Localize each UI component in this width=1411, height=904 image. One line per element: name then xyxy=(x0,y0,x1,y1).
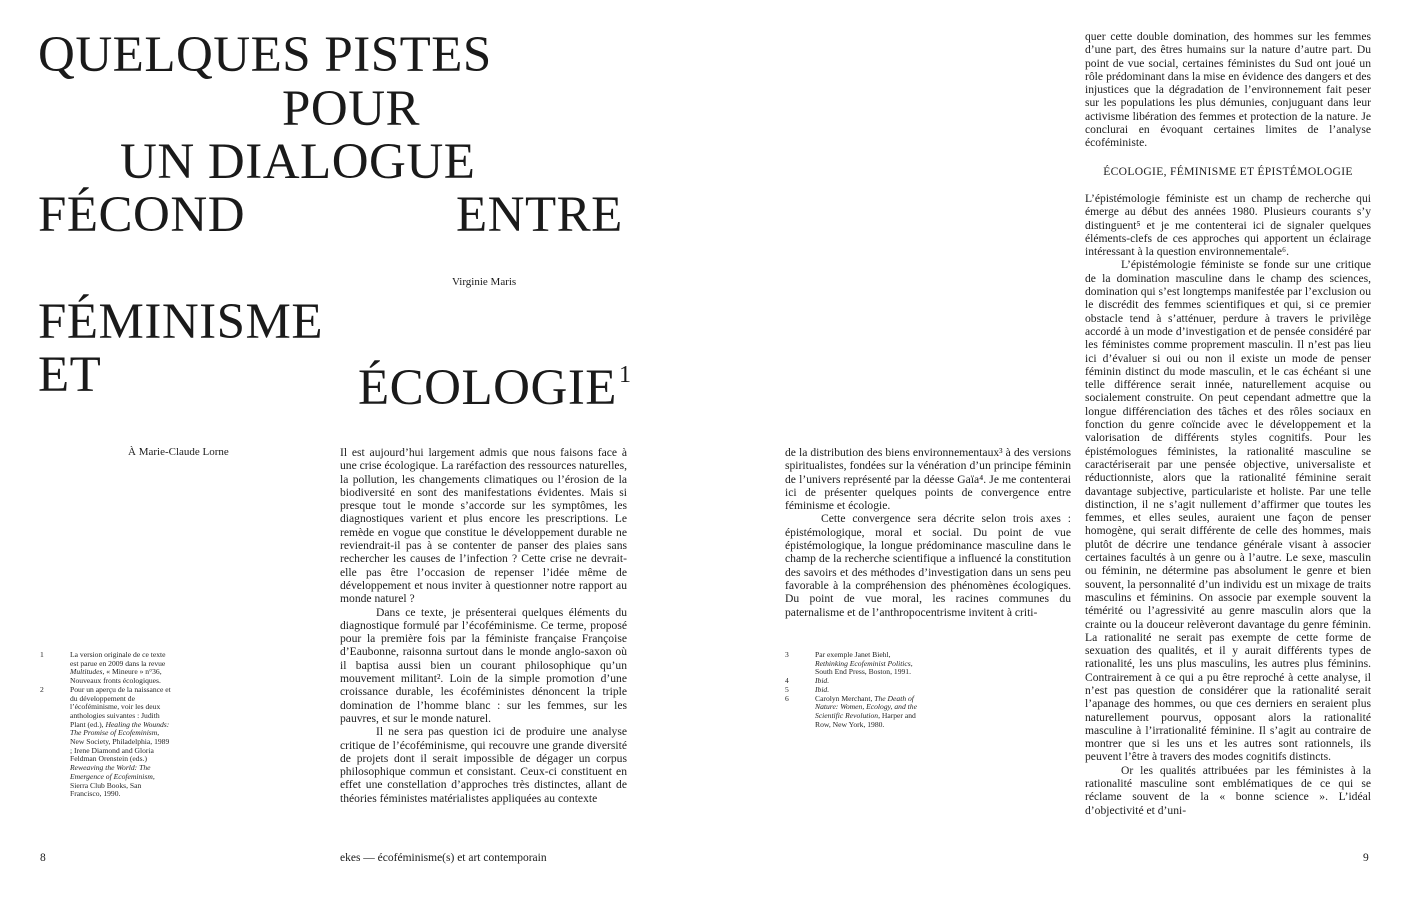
footnote-text: Carolyn Merchant, The Death of Nature: Women, Ecology, and the Scientific Revolution, Harper and Row, New York, 1980. xyxy=(815,693,917,729)
title-line-6b xyxy=(358,350,631,414)
title-line-3: UN DIALOGUE xyxy=(120,134,476,190)
title-word-ecologie: ÉCOLOGIE xyxy=(358,360,617,416)
footnote-text: Par exemple Janet Biehl, Rethinking Ecofeminist Politics, South End Press, Boston, 1991. xyxy=(815,650,913,677)
page-number-right: 9 xyxy=(1363,852,1369,864)
footnote-number: 2 xyxy=(40,684,44,694)
paragraph: Dans ce texte, je présenterai quelques éléments du diagnostique formulé par l’écoféminisme. Ce terme, proposé pour la première fois par la féministe française Françoise d’Eaubonne, raisonna surtout dans le monde anglo-saxon où il baptisa aussi bien un courant philosophique qu’un mouvement militant². Loin de la simple promotion d’une croissance durable, les écoféministes dénoncent la triple domination de l’homme blanc : sur les femmes, sur les pauvres, et sur le monde naturel. xyxy=(340,605,627,725)
title-line-4b: ENTRE xyxy=(456,187,623,243)
section-heading: ÉCOLOGIE, FÉMINISME ET ÉPISTÉMOLOGIE xyxy=(1103,165,1353,178)
footnote-number: 5 xyxy=(785,684,789,694)
footnote xyxy=(785,677,925,686)
footnotes-mid xyxy=(785,651,925,729)
footnote-number: 4 xyxy=(785,676,789,686)
title-line-6a: ET xyxy=(38,347,102,403)
body-column-2 xyxy=(785,446,1071,619)
paragraph: Or les qualités attribuées par les féministes à la rationalité masculine sont emblématiques de ce qui se réclame souvent de la « bonne science ». L’idéal d’objectivité et d’uni- xyxy=(1085,763,1371,817)
body-column-3 xyxy=(1085,192,1371,817)
title-line-1: QUELQUES PISTES xyxy=(38,27,492,83)
page-number-left: 8 xyxy=(40,852,46,864)
paragraph: quer cette double domination, des hommes sur les femmes d’une part, des êtres humains sur la nature d’autre part. Du point de vue social, certaines féministes du Sud ont joué un rôle prédominant dans la mise en évidence des dangers et des injustices que la dégradation de l’environnement fait peser sur les populations les plus démunies, conjuguant dans leur activisme libération des femmes et protection de la nature. Je conclurai en évoquant certaines limites de l’analyse écoféministe. xyxy=(1085,30,1371,150)
running-title: ekes — écoféminisme(s) et art contemporain xyxy=(340,852,547,864)
dedication: À Marie-Claude Lorne xyxy=(128,446,229,458)
footnote-number: 3 xyxy=(785,650,789,659)
footnote-number: 6 xyxy=(785,693,789,703)
author-name: Virginie Maris xyxy=(452,276,517,288)
body-column-3-top xyxy=(1085,30,1371,150)
paragraph: L’épistémologie féministe est un champ de recherche qui émerge au début des années 1980. Plusieurs courants s’y distinguent⁵ et je me contenterai ici de signaler quelques éléments-clefs de ces approches qui apportent un éclairage intéressant à la question environnementale⁶. xyxy=(1085,192,1371,259)
footnote-text: Ibid. xyxy=(815,676,830,686)
footnote xyxy=(785,651,925,677)
title-footnote-marker: 1 xyxy=(618,362,632,388)
footnote-text: Ibid. xyxy=(815,684,830,694)
paragraph: L’épistémologie féministe se fonde sur une critique de la domination masculine dans le champ des sciences, domination qui s’est longtemps manifestée par l’exclusion ou le discrédit des femmes scientifiques et qui, si ce premier obstacle tend à s’atténuer, perdure à travers le privilège accordé à un mode d’investigation et de pensée considéré par les féministes comme proprement masculin. Il n’est pas lieu ici d’évaluer si oui ou non il existe un mode de penser féminin distinct du mode masculin, et le cas échéant si une telle différence serait innée, naturellement acquise ou socialement construite. On peut cependant admettre que la longue différenciation des tâches et des rôles sociaux en fonction du genre coïncide avec le développement et la valorisation de différents styles cognitifs. Pour les épistémologues féministes, la rationalité masculine se caractériserait par une pensée objective, universaliste et réductionniste, alors que la rationalité féminine serait davantage subjective, particulariste et holiste. Par une telle distinction, il ne s’agit nullement d’affirmer que toutes les femmes, et elles seules, auraient une façon de penser homogène, qui serait différente de celle des hommes, mais plutôt de décrire une tendance générale visant à associer certaines facultés à un genre ou à l’autre. Le sexe, masculin ou féminin, ne détermine pas absolument le genre et bien souvent, la personnalité d’un individu est un mixage de traits masculins et féminins. On associe par exemple souvent la témérité ou l’agressivité au genre masculin alors que la crainte ou la douceur relèveront davantage du genre féminin. La rationalité ne serait pas exempte de cette forme de sexuation des qualités, et il y aurait différents types de rationalité, les uns plus masculins, les autres plus féminins. Contrairement à ce qui a pu être reproché à cette analyse, il n’est pas question de considérer que la rationalité serait l’apanage des hommes, ou que ces derniers en seraient plus naturellement pourvus, opposant alors la rationalité masculine à l’irrationalité féminine. Il s’agit au contraire de montrer que si les uns et les autres sont rationnels, ils peuvent l’être à travers des modes cognitifs distincts. xyxy=(1085,258,1371,764)
body-column-1 xyxy=(340,446,627,805)
footnote-text: Pour un aperçu de la naissance et du développement de l’écoféminisme, voir les deux anthologies suivantes : Judith Plant (ed.), Healing the Wounds: The Promise of Ecofeminism, New Society, Philadelphia, 1989 ; Irene Diamond and Gloria Feldman Orenstein (eds.) Reweaving the World: The Emergence of Ecofeminism, Sierra Club Books, San Francisco, 1990. xyxy=(70,684,171,799)
title-line-2: POUR xyxy=(282,81,421,137)
paragraph: Cette convergence sera décrite selon trois axes : épistémologique, moral et social. Du point de vue épistémologique, la longue prédominance masculine dans le champ de la recherche scientifique a influencé la constitution des savoirs et des méthodes d’investigation dans un sens peu favorable à la compréhension des phénomènes écologiques. Du point de vue moral, les racines communes du paternalisme et de l’anthropocentrisme invitent à criti- xyxy=(785,512,1071,619)
footnote xyxy=(785,695,925,730)
title-line-5: FÉMINISME xyxy=(38,294,324,350)
paragraph: de la distribution des biens environnementaux³ à des versions spiritualistes, fondées sur la vénération d’un principe féminin de l’univers représenté par la déesse Gaïa⁴. Je me contenterai ici de présenter quelques points de convergence entre féminisme et écologie. xyxy=(785,446,1071,513)
footnotes-left xyxy=(40,651,173,799)
title-line-4a: FÉCOND xyxy=(38,187,246,243)
paragraph: Il est aujourd’hui largement admis que nous faisons face à une crise écologique. La raréfaction des ressources naturelles, la pollution, les changements climatiques ou l’érosion de la biodiversité en sont des manifestations évidentes. Mais si presque tout le monde s’accorde sur les symptômes, les diagnostiques varient et plus encore les prescriptions. Le remède en vogue que constitue le développement durable ne reviendrait-il pas à se contenter de panser des plaies sans rechercher les causes de l’infection ? Cette crise ne devrait-elle pas être l’occasion de repenser l’idée même de développement et nous inviter à questionner notre rapport au monde naturel ? xyxy=(340,446,627,606)
paragraph: Il ne sera pas question ici de produire une analyse critique de l’écoféminisme, qui recouvre une grande diversité de projets dont il serait impossible de dégager un corpus philosophique commun et consistant. Ceux-ci constituent en effet une constellation d’approches très distinctes, allant de théories féministes matérialistes appliquées au contexte xyxy=(340,725,627,805)
footnote xyxy=(40,686,173,799)
footnote-number: 1 xyxy=(40,650,44,659)
footnote xyxy=(40,651,173,686)
footnote-text: La version originale de ce texte est parue en 2009 dans la revue Multitudes, « Mineure » n°36, Nouveaux fronts écologiques. xyxy=(70,650,166,686)
